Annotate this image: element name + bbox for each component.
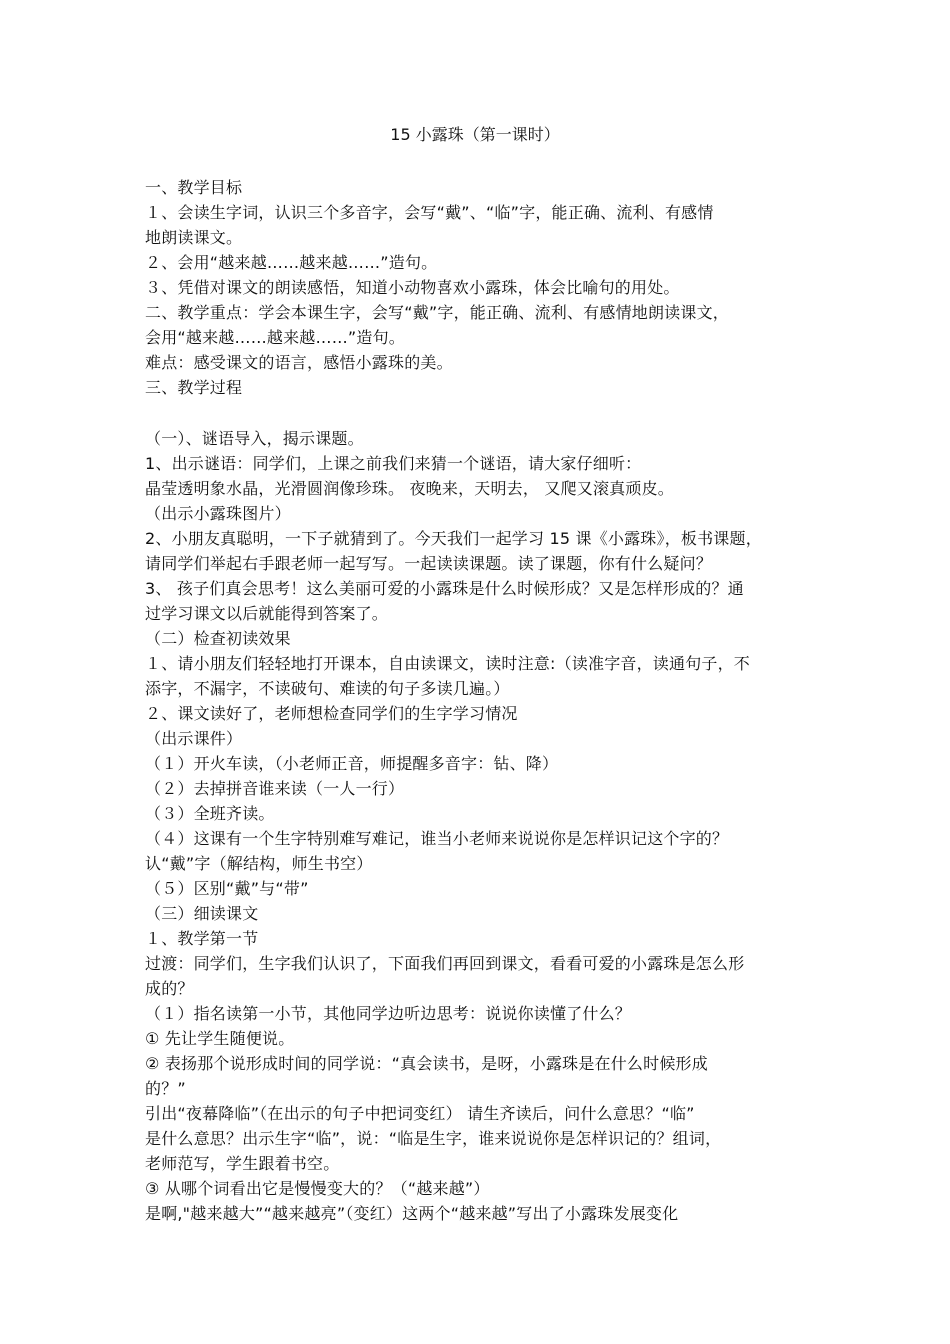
teach-section-1: １、教学第一节 (145, 929, 259, 948)
activity-1: （１）开火车读，（小老师正音，师提醒多音字：钻、降） (145, 754, 559, 773)
goal-1-line-1: １、会读生字词，认识三个多音字，会写“戴”、“临”字，能正确、流利、有感情 (145, 203, 714, 222)
key-points-line-1: 二、教学重点：学会本课生字，会写“戴”字，能正确、流利、有感情地朗读课文， (145, 303, 729, 322)
show-courseware: （出示课件） (145, 729, 243, 748)
introduce-line-3: 老师范写，学生跟着书空。 (145, 1154, 340, 1173)
point-2-line-2: 的？” (145, 1079, 186, 1098)
activity-4: （４）这课有一个生字特别难写难记，谁当小老师来说说你是怎样识记这个字的？ (145, 829, 729, 848)
goal-3: ３、凭借对课文的朗读感悟，知道小动物喜欢小露珠，体会比喻句的用处。 (145, 278, 680, 297)
goal-2: ２、会用“越来越……越来越……”造句。 (145, 253, 438, 272)
point-2-line-1: ② 表扬那个说形成时间的同学说：“真会读书，是呀，小露珠是在什么时候形成 (145, 1054, 708, 1073)
reading-line-2: 添字，不漏字，不读破句、难读的句子多读几遍。） (145, 679, 510, 698)
section-2-heading: （二）检查初读效果 (145, 629, 291, 648)
activity-2: （２）去掉拼音谁来读（一人一行） (145, 779, 405, 798)
section-3-heading: （三）细读课文 (145, 904, 259, 923)
point-1: ① 先让学生随便说。 (145, 1029, 295, 1048)
goal-1-line-2: 地朗读课文。 (145, 228, 243, 247)
introduce-line-2: 是什么意思？出示生字“临”，说：“临是生字，谁来说说你是怎样识记的？组词， (145, 1129, 722, 1148)
introduce-line-1: 引出“夜幕降临”（在出示的句子中把词变红） 请生齐读后，问什么意思？“临” (145, 1104, 695, 1123)
key-points-line-2: 会用“越来越……越来越……”造句。 (145, 328, 405, 347)
heading-teaching-process: 三、教学过程 (145, 378, 243, 397)
section-1-heading: （一）、谜语导入，揭示课题。 (145, 429, 364, 448)
check-vocab: ２、课文读好了，老师想检查同学们的生字学习情况 (145, 704, 518, 723)
document-title: 15 小露珠（第一课时） (390, 125, 560, 144)
recognize-dai: 认“戴”字（解结构，师生书空） (145, 854, 373, 873)
step-3-line-2: 过学习课文以后就能得到答案了。 (145, 604, 389, 623)
activity-3: （３）全班齐读。 (145, 804, 275, 823)
transition-line-2: 成的？ (145, 979, 194, 998)
transition-line-1: 过渡：同学们，生字我们认识了，下面我们再回到课文，看看可爱的小露珠是怎么形 (145, 954, 745, 973)
riddle-text: 晶莹透明象水晶，光滑圆润像珍珠。 夜晚来，天明去， 又爬又滚真顽皮。 (145, 479, 674, 498)
explanation: 是啊,"越来越大”“越来越亮”（变红）这两个“越来越”写出了小露珠发展变化 (145, 1204, 679, 1223)
difficulty: 难点：感受课文的语言，感悟小露珠的美。 (145, 353, 453, 372)
reading-line-1: １、请小朋友们轻轻地打开课本，自由读课文，读时注意:（读准字音，读通句子，不 (145, 654, 750, 673)
heading-teaching-goals: 一、教学目标 (145, 178, 243, 197)
show-picture-note: （出示小露珠图片） (145, 504, 291, 523)
read-paragraph-1: （１）指名读第一小节，其他同学边听边思考：说说你读懂了什么？ (145, 1004, 632, 1023)
step-3-line-1: 3、 孩子们真会思考！这么美丽可爱的小露珠是什么时候形成？又是怎样形成的？通 (145, 579, 744, 598)
riddle-intro: 1、出示谜语：同学们，上课之前我们来猜一个谜语，请大家仔细听： (145, 454, 642, 473)
step-2-line-2: 请同学们举起右手跟老师一起写写。一起读读课题。读了课题，你有什么疑问？ (145, 554, 713, 573)
activity-5: （５）区别“戴”与“带” (145, 879, 309, 898)
point-3: ③ 从哪个词看出它是慢慢变大的？（“越来越”） (145, 1179, 490, 1198)
step-2-line-1: 2、小朋友真聪明，一下子就猜到了。今天我们一起学习 15 课《小露珠》，板书课题， (145, 529, 762, 548)
